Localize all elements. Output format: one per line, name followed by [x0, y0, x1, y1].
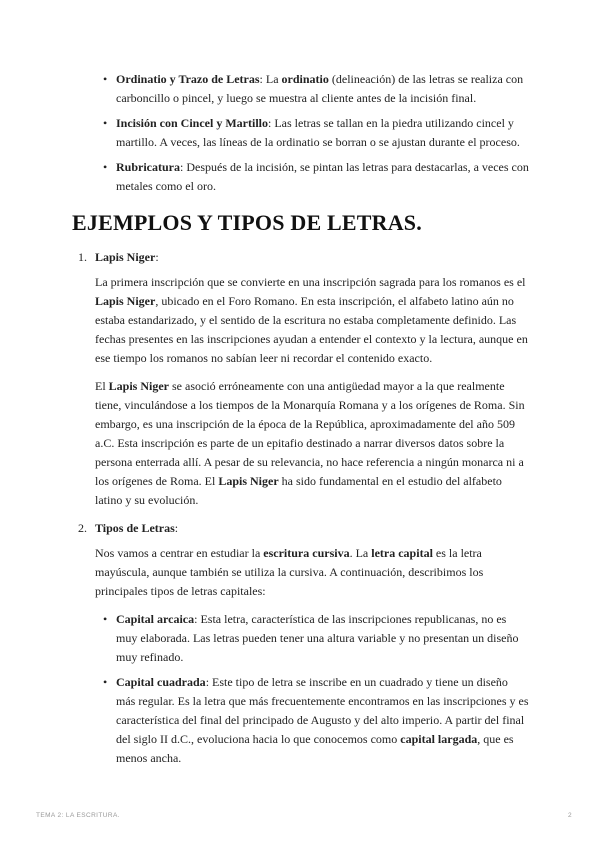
page-footer	[36, 812, 572, 826]
paragraph-lapis-niger-1: La primera inscripción que se convierte en una inscripción sagrada para los romanos es el Lapis Niger, ubicado en el Foro Romano. En esta inscripción, el alfabeto latino aún no estaba estandarizado, y el sentido de la escritura no estaba completamente definido. Las fechas presentes en las inscripciones ayudan a entender el contexto y la lectura, aunque en ese tiempo los romanos no sabían leer ni recordar el contenido exacto.	[95, 275, 528, 365]
bullet-term: Ordinatio y Trazo de Letras	[116, 72, 260, 86]
bullet-item-ordinatio: • Ordinatio y Trazo de Letras: La ordinatio (delineación) de las letras se realiza con carboncillo o pincel, y luego se muestra al cliente antes de la incisión final.	[103, 72, 524, 105]
list-item-tipos-de-letras: 2. Tipos de Letras:	[0, 519, 600, 538]
bullet-term: Rubricatura	[116, 160, 180, 174]
list-number: 1.	[78, 250, 87, 264]
bullet-dot-icon: •	[103, 612, 108, 626]
section-heading: EJEMPLOS Y TIPOS DE LETRAS.	[72, 210, 422, 235]
bullet-item-rubricatura: • Rubricatura: Después de la incisión, se pintan las letras para destacarlas, a veces con metales como el oro.	[103, 160, 529, 193]
bullet-dot-icon: •	[103, 675, 108, 689]
bullet-item-incision: • Incisión con Cincel y Martillo: Las letras se tallan en la piedra utilizando cincel y martillo. A veces, las líneas de la ordinatio se borran o se ajustan durante el proceso.	[103, 116, 520, 149]
paragraph-tipos-intro: Nos vamos a centrar en estudiar la escritura cursiva. La letra capital es la letra mayúscula, aunque también se utiliza la cursiva. A continuación, describimos los principales tipos de letras capitales:	[95, 546, 484, 598]
footer-page-number: 2	[567, 812, 572, 819]
bullet-term: Capital arcaica	[116, 612, 195, 626]
paragraph-lapis-niger-2: El Lapis Niger se asoció erróneamente con una antigüedad mayor a la que realmente tiene, vinculándose a los tiempos de la Monarquía Romana y a los orígenes de Roma. Sin embargo, es una inscripción de la época de la República, aproximadamente del año 509 a.C. Esta inscripción es parte de un epitafio destinado a narrar diversos datos sobre la persona enterrada allí. A pesar de su relevancia, no hace referencia a ningún monarca ni a los orígenes de Roma. El Lapis Niger ha sido fundamental en el estudio del alfabeto latino y su evolución.	[95, 379, 525, 507]
list-item-lapis-niger: 1. Lapis Niger:	[0, 248, 600, 267]
bullet-dot-icon: •	[103, 116, 108, 130]
letter-types-bullet-list	[0, 610, 600, 768]
page-content	[0, 70, 600, 774]
process-bullet-list	[0, 70, 600, 196]
bullet-term: Capital cuadrada	[116, 675, 206, 689]
bullet-dot-icon: •	[103, 72, 108, 86]
bullet-term: Incisión con Cincel y Martillo	[116, 116, 268, 130]
list-item-title: Tipos de Letras	[95, 521, 175, 535]
footer-chapter-title: TEMA 2: LA ESCRITURA.	[36, 812, 120, 819]
bullet-item-capital-cuadrada: • Capital cuadrada: Este tipo de letra se inscribe en un cuadrado y tiene un diseño más regular. Es la letra que más frecuentemente encontramos en las inscripciones y es característica del final del principado de Augusto y del alto imperio. A partir del final del siglo II d.C., evoluciona hacia lo que conocemos como capital largada, que es menos ancha.	[103, 675, 529, 765]
bullet-dot-icon: •	[103, 160, 108, 174]
bullet-item-capital-arcaica: • Capital arcaica: Esta letra, característica de las inscripciones republicanas, no es muy elaborada. Las letras pueden tener una altura variable y no presentan un diseño muy refinado.	[103, 612, 519, 664]
list-number: 2.	[78, 521, 87, 535]
list-item-title: Lapis Niger	[95, 250, 156, 264]
